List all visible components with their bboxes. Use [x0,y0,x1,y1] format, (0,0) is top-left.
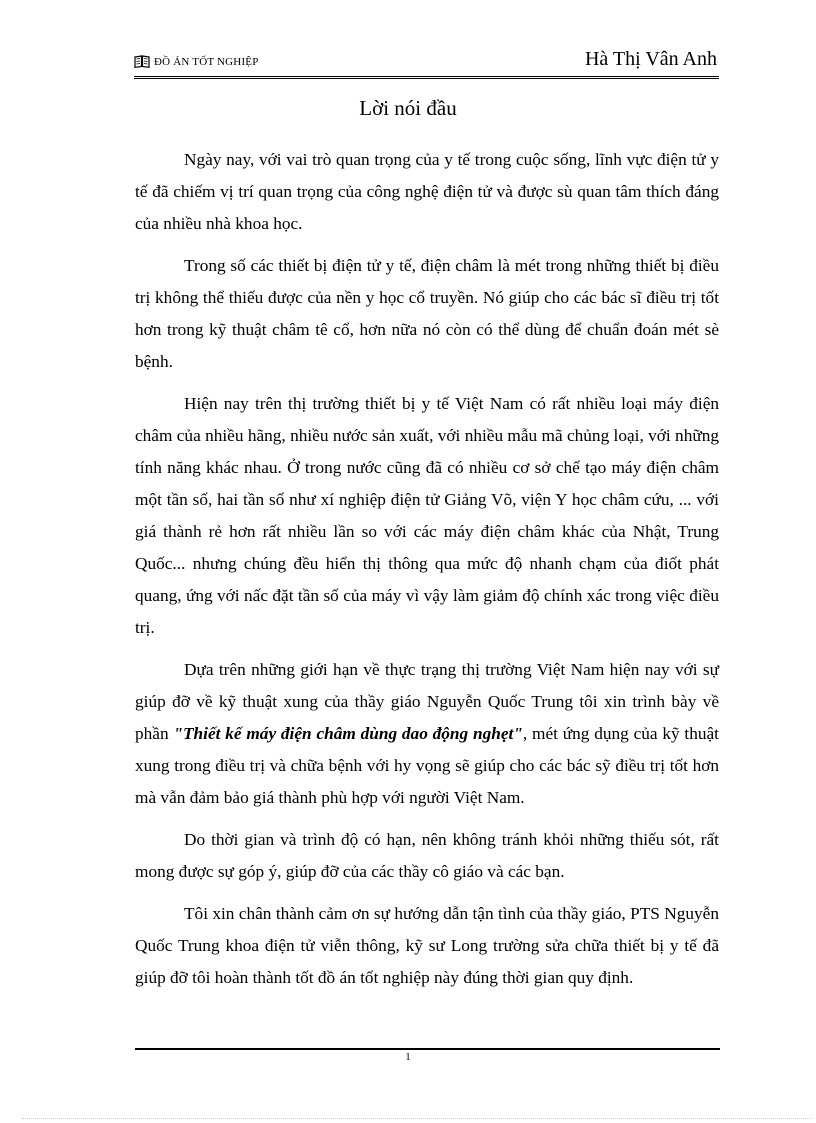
paragraph-5: Do thời gian và trình độ có hạn, nên không tránh khỏi những thiếu sót, rất mong được sự góp ý, giúp đỡ của các thầy cô giáo và các bạn. [135,830,719,881]
page-edge [22,1118,812,1119]
paragraph-3: Hiện nay trên thị trường thiết bị y tế Việt Nam có rất nhiều loại máy điện châm của nhiều hãng, nhiều nước sản xuất, với nhiều mẫu mã chủng loại, với những tính năng khác nhau. Ở trong nước cũng đã có nhiều cơ sở chế tạo máy điện châm một tần số, hai tần số như xí nghiệp điện tử Giảng Võ, viện Y học châm cứu, ... với giá thành rẻ hơn rất nhiều lần so với các máy điện châm khác của Nhật, Trung Quốc... nhưng chúng đều hiển thị thông qua mức độ nhanh chạm của điốt phát quang, ứng với nấc đặt tần số của máy vì vậy làm giảm độ chính xác trong việc điều trị. [135,394,719,637]
author-name: Hà Thị Vân Anh [584,48,717,70]
paragraph-4 [135,654,719,814]
book-icon [134,55,150,68]
page-number: 1 [405,1051,411,1063]
document-type-label: ĐỒ ÁN TỐT NGHIỆP [154,55,259,68]
page-title: Lời nói đầu [359,96,457,120]
body-text [135,144,719,1004]
paragraph-4-text-after: , mét ứng dụng của kỹ thuật xung trong điều trị và chữa bệnh với hy vọng sẽ giúp cho các bác sỹ điều trị tốt hơn mà vẫn đảm bảo giá thành phù hợp với người Việt Nam. [135,724,719,807]
paragraph-2: Trong số các thiết bị điện tử y tế, điện châm là mét trong những thiết bị điều trị không thể thiếu được của nền y học cổ truyền. Nó giúp cho các bác sĩ điều trị tốt hơn trong kỹ thuật châm tê cổ, hơn nữa nó còn có thể dùng để chuẩn đoán mét sè bệnh. [135,256,719,371]
paragraph-4-text-before: Dựa trên những giới hạn về thực trạng thị trường Việt Nam hiện nay với sự giúp đỡ về kỹ thuật xung của thầy giáo Nguyễn Quốc Trung tôi xin trình bày về phần [135,660,719,743]
page-header [134,46,719,79]
header-left [134,55,259,68]
paragraph-6: Tôi xin chân thành cảm ơn sự hướng dẫn tận tình của thầy giáo, PTS Nguyễn Quốc Trung khoa điện tử viễn thông, kỹ sư Long trường sửa chữa thiết bị y tế đã giúp đỡ tôi hoàn thành tốt đồ án tốt nghiệp này đúng thời gian quy định. [135,904,719,987]
project-title-emphasis: "Thiết kế máy điện châm dùng dao động nghẹt" [173,724,523,743]
paragraph-1: Ngày nay, với vai trò quan trọng của y tế trong cuộc sống, lĩnh vực điện tử y tế đã chiếm vị trí quan trọng của công nghệ điện tử và được sù quan tâm thích đáng của nhiều nhà khoa học. [135,150,719,233]
footer-divider [135,1048,720,1050]
